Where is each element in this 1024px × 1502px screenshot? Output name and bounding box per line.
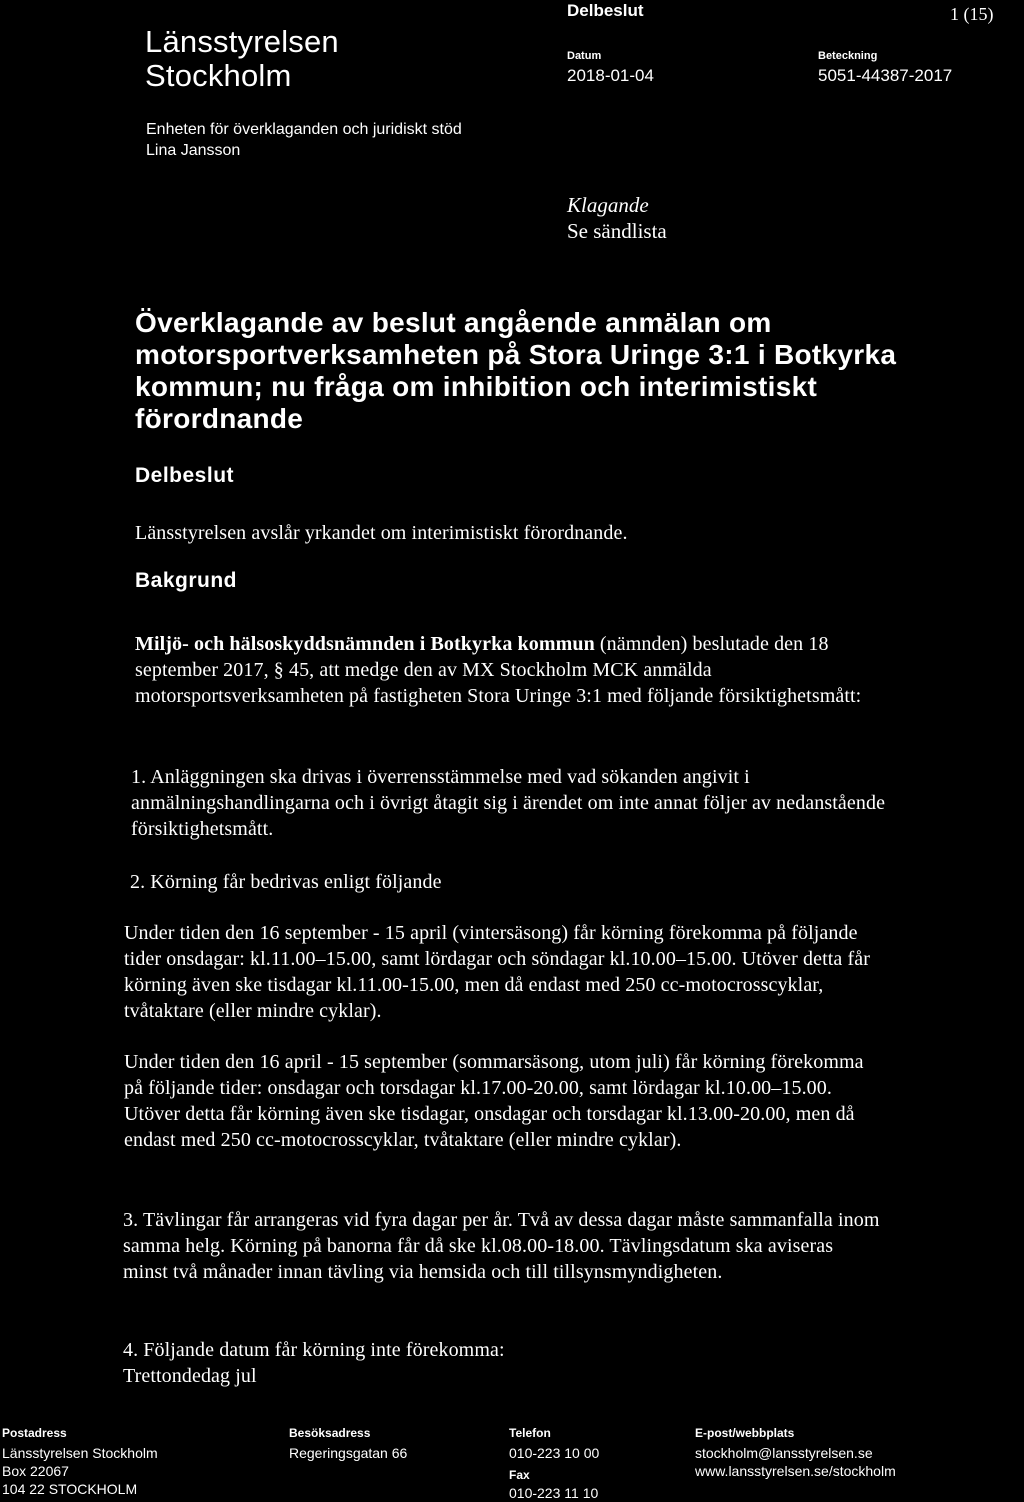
date-value: 2018-01-04 (567, 66, 654, 85)
reference-label: Beteckning (818, 50, 878, 62)
page-title: Överklagande av beslut angående anmälan om motorsportverksamheten på Stora Uringe 3:1 i Botkyrka kommun; nu fråga om inhibition och interimistiskt förordnande (135, 307, 897, 434)
page-number: 1 (15) (950, 4, 994, 24)
footer-website-link[interactable]: www.lansstyrelsen.se/stockholm (695, 1463, 896, 1479)
recipient-label: Klagande (567, 193, 649, 217)
condition-item-2: 2. Körning får bedrivas enligt följande (130, 871, 442, 893)
officer-name: Lina Jansson (146, 142, 241, 159)
background-intro-rest: (nämnden) beslutade den 18 september 2017, § 45, att medge den av MX Stockholm MCK anmälda motorsportsverksamheten på fastigheten Stora Uringe 3:1 med följande försiktighetsmått: (135, 633, 862, 707)
decision-heading: Delbeslut (135, 464, 235, 487)
footer-postal-label: Postadress (2, 1426, 67, 1440)
recipient-value: Se sändlista (567, 219, 667, 243)
footer-phone-value: 010-223 10 00 (509, 1445, 600, 1461)
org-name-line1: Länsstyrelsen (145, 24, 339, 59)
footer-postal (2, 1426, 158, 1498)
footer-postal-line3: 104 22 STOCKHOLM (2, 1481, 138, 1497)
reference-value: 5051-44387-2017 (818, 66, 953, 85)
org-name-line2: Stockholm (145, 58, 292, 93)
background-intro (135, 631, 895, 709)
footer-phone-label: Telefon (509, 1426, 551, 1440)
condition-item-4-date: Trettondedag jul (123, 1365, 257, 1387)
summer-season-text: Under tiden den 16 april - 15 september (sommarsäsong, utom juli) får körning förekomma på följande tider: onsdagar och torsdagar kl.17.00-20.00, samt lördagar kl.10.00–15.00. Utöver detta får körning även ske tisdagar, onsdagar och torsdagar kl.13.00-20.00, men då endast med 250 cc-motocrosscyklar, tvåtaktare (eller mindre cyklar). (124, 1051, 864, 1151)
authority-name: Miljö- och hälsoskyddsnämnden i Botkyrka kommun (135, 633, 595, 655)
date-label: Datum (567, 50, 602, 62)
background-heading: Bakgrund (135, 569, 238, 592)
condition-item-1: 1. Anläggningen ska drivas i överrensstämmelse med vad sökanden angivit i anmälningshandlingarna och i övrigt åtagit sig i ärendet om inte annat följer av nedanstående försiktighetsmått. (131, 766, 886, 840)
footer-fax-value: 010-223 11 10 (509, 1485, 599, 1501)
footer-email-link[interactable]: stockholm@lansstyrelsen.se (695, 1445, 873, 1461)
footer-postal-line1: Länsstyrelsen Stockholm (2, 1445, 158, 1461)
unit-name: Enheten för överklaganden och juridiskt stöd (146, 121, 462, 138)
footer-visit (289, 1426, 407, 1462)
footer-web-label: E-post/webbplats (695, 1426, 795, 1440)
decision-text: Länsstyrelsen avslår yrkandet om interimistiskt förordnande. (135, 522, 628, 544)
condition-item-3: 3. Tävlingar får arrangeras vid fyra dagar per år. Två av dessa dagar måste sammanfalla inom samma helg. Körning på banorna får då ske kl.08.00-18.00. Tävlingsdatum ska aviseras minst två månader innan tävling via hemsida och till tillsynsmyndigheten. (123, 1209, 880, 1283)
document-type: Delbeslut (567, 1, 644, 20)
footer-visit-line1: Regeringsgatan 66 (289, 1445, 408, 1461)
footer-fax-label: Fax (509, 1468, 530, 1482)
footer-web (695, 1426, 896, 1480)
winter-season-text: Under tiden den 16 september - 15 april (vintersäsong) får körning förekomma på följande tider onsdagar: kl.11.00–15.00, samt lördagar och söndagar kl.10.00–15.00. Utöver detta får körning även ske tisdagar kl.11.00-15.00, men då endast med 250 cc-motocrosscyklar, tvåtaktare (eller mindre cyklar). (124, 922, 870, 1022)
footer-phone (509, 1426, 599, 1502)
condition-item-4-intro: 4. Följande datum får körning inte förekomma: (123, 1339, 505, 1361)
footer-postal-line2: Box 22067 (2, 1463, 69, 1479)
footer-visit-label: Besöksadress (289, 1426, 371, 1440)
